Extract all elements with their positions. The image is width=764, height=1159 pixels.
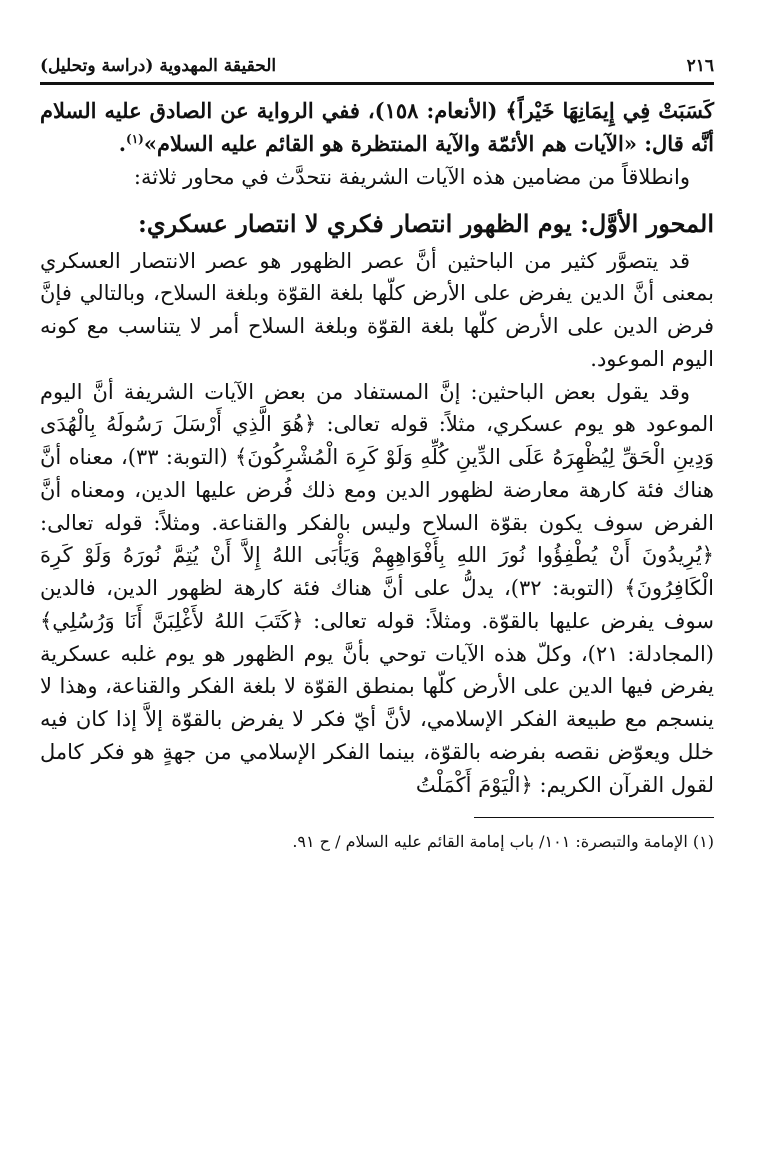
paragraph-1: كَسَبَتْ فِي إِيمَانِهَا خَيْراً﴾ (الأنعام: ١٥٨)، ففي الرواية عن الصادق عليه السلام أنَّه قال: «الآيات هم الأئمّة والآية المنتظرة هو القائم عليه السلام»$^{(١)}$. — [40, 98, 714, 156]
footnote-marker: (١) — [692, 832, 714, 852]
paragraph-4: وقد يقول بعض الباحثين: إنَّ المستفاد من بعض الآيات الشريفة أنَّ اليوم الموعود هو يوم عسكري، مثلاً: قوله تعالى: ﴿هُوَ الَّذِي أَرْسَلَ رَسُولَهُ بِالْهُدَى وَدِينِ الْحَقِّ لِيُظْهِرَهُ عَلَى الدِّينِ كُلِّهِ وَلَوْ كَرِهَ الْمُشْرِكُونَ﴾ (التوبة: ٣٣)، معناه أنَّ هناك فئة كارهة معارضة لظهور الدين ومع ذلك فُرض عليها الدين، ومعناه أنَّ الفرض سوف يكون بقوّة السلاح وليس بالفكر والقناعة. ومثلاً: قوله تعالى: ﴿يُرِيدُونَ أَنْ يُطْفِؤُوا نُورَ اللهِ بِأَفْوَاهِهِمْ وَيَأْبَى اللهُ إِلاَّ أَنْ يُتِمَّ نُورَهُ وَلَوْ كَرِهَ الْكَافِرُونَ﴾ (التوبة: ٣٢)، يدلُّ على أنَّ هناك فئة كارهة لظهور الدين، فالدين سوف يفرض عليها بالقوّة. ومثلاً: قوله تعالى: ﴿كَتَبَ اللهُ لأَغْلِبَنَّ أَنَا وَرُسُلِي﴾ (المجادلة: ٢١)، وكلّ هذه الآيات توحي بأنَّ يوم الظهور هو يوم غلبه عسكرية يفرض فيها الدين على الأرض كلّها بمنطق القوّة لا بلغة الفكر والقناعة، وهذا لا ينسجم مع طبيعة الفكر الإسلامي، لأنَّ أيّ فكر لا يفرض بالقوّة إلاَّ إذا كان فيه خلل ويعوّض نقصه بفرضه بالقوّة، بينما الفكر الإسلامي من جهةٍ هو فكر كامل لقول القرآن الكريم: ﴿الْيَوْمَ أَكْمَلْتُ — [40, 379, 715, 797]
footnote-ref-1: (١) — [126, 131, 144, 146]
book-title: الحقيقة المهدوية (دراسة وتحليل) — [40, 55, 277, 76]
paragraph-2: وانطلاقاً من مضامين هذه الآيات الشريفة نتحدَّث في محاور ثلاثة: — [133, 164, 690, 189]
section-heading: المحور الأوَّل: يوم الظهور انتصار فكري لا انتصار عسكري: — [138, 209, 714, 239]
footnote — [40, 830, 714, 854]
footnote-rule — [474, 817, 714, 818]
page-header — [40, 40, 714, 80]
paragraph-1-text: كَسَبَتْ فِي إِيمَانِهَا خَيْراً﴾ (الأنعام: ١٥٨)، ففي الرواية عن الصادق عليه السلام أنَّه قال: «الآيات هم الأئمّة والآية المنتظرة هو القائم عليه السلام» — [40, 98, 714, 156]
footnote-text: الإمامة والتبصرة: ١٠١/ باب إمامة القائم عليه السلام / ح ٩١. — [292, 832, 688, 852]
page-number: ٢١٦ — [686, 55, 714, 76]
book-page — [40, 40, 714, 1120]
paragraph-3: قد يتصوَّر كثير من الباحثين أنَّ عصر الظهور هو عصر الانتصار العسكري بمعنى أنَّ الدين يفرض على الأرض كلّها بلغة القوّة وبلغة السلاح، وبالتالي فإنَّ فرض الدين على الأرض كلّها بلغة القوّة وبلغة السلاح أمر لا يتناسب مع كونه اليوم الموعود. — [40, 248, 714, 371]
page-content — [40, 85, 714, 854]
